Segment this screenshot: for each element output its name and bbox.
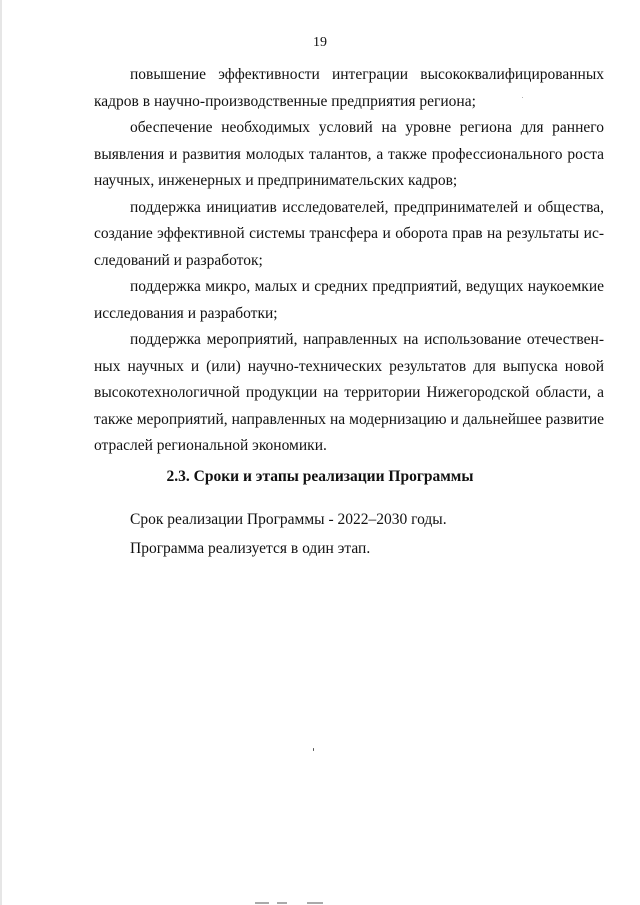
paragraph-4: поддержка микро, малых и средних предприятий, ведущих наукоемкие исследования и разработки; <box>94 278 604 322</box>
scan-artifact-dot <box>522 97 523 98</box>
scan-artifact-dot <box>313 748 314 751</box>
program-stages: Программа реализуется в один этап. <box>130 540 371 557</box>
section-body <box>94 505 604 563</box>
paragraph-5: поддержка мероприятий, направленных на использование отечественных научных и (или) научно-технических результатов для выпуска новой высокотехнологичной продукции на территории Нижегородской области, а также мероприятий, направленных на модернизацию и дальнейшее развитие отраслей региональной экономики. <box>94 331 604 454</box>
body-text <box>94 62 604 460</box>
scan-edge <box>0 0 2 905</box>
paragraph-1: повышение эффективности интеграции высококвалифицированных кадров в научно-производственные предприятия региона; <box>94 66 604 110</box>
paragraph-2: обеспечение необходимых условий на уровне региона для раннего выявления и развития молодых талантов, а также профессионального роста научных, инженерных и предпринимательских кадров; <box>94 119 604 189</box>
paragraph-3: поддержка инициатив исследователей, предпринимателей и общества, создание эффективной системы трансфера и оборота прав на результаты исследований и разработок; <box>94 198 604 269</box>
program-period: Срок реализации Программы - 2022–2030 годы. <box>130 511 447 528</box>
page-number: 19 <box>313 35 327 50</box>
section-heading: 2.3. Сроки и этапы реализации Программы <box>166 468 474 485</box>
